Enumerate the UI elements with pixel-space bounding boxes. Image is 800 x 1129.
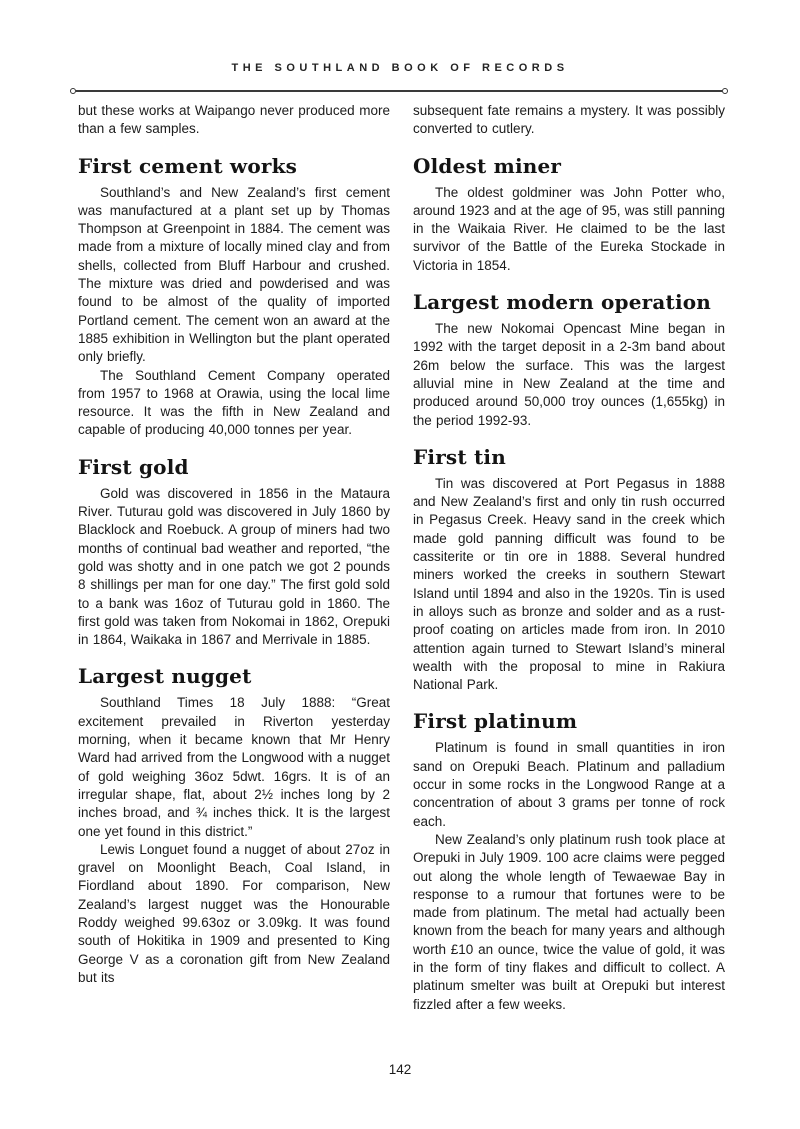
heading-oldest-miner: Oldest miner: [413, 153, 562, 178]
rule-line: [76, 90, 722, 92]
paragraph: Lewis Longuet found a nugget of about 27oz in gravel on Moonlight Beach, Coal Island, in Fiordland about 1890. For comparison, New Zealand’s largest nugget was the Honourable Roddy weighed 99.63oz or 3.09kg. It was found south of Hokitika in 1909 and presented to King George V as a coronation gift from New Zealand but its: [78, 841, 390, 985]
paragraph-continued: subsequent fate remains a mystery. It was possibly converted to cutlery.: [413, 103, 725, 137]
paragraph-continued: but these works at Waipango never produced more than a few samples.: [78, 103, 390, 137]
heading-first-cement-works: First cement works: [78, 153, 298, 178]
paragraph: New Zealand’s only platinum rush took place at Orepuki in July 1909. 100 acre claims were pegged out along the whole length of Tewaewae Bay in response to a rumour that fortunes were to be made from platinum. The metal had actually been known from the beach for many years and although worth £10 an ounce, twice the value of gold, it was in the form of tiny flakes and difficult to collect. A platinum smelter was built at Orepuki but interest fizzled after a few weeks.: [413, 831, 725, 1012]
running-header-title: THE SOUTHLAND BOOK OF RECORDS: [231, 62, 569, 74]
paragraph: The new Nokomai Opencast Mine began in 1992 with the target deposit in a 2-3m band about 26m below the surface. This was the largest alluvial mine in New Zealand at the time and produced around 50,000 troy ounces (1,655kg) in the period 1992-93.: [413, 321, 725, 428]
header-rule: [70, 87, 728, 94]
paragraph: Southland Times 18 July 1888: “Great excitement prevailed in Riverton yesterday morning, when it became known that Mr Henry Ward had arrived from the Longwood with a nugget of gold weighing 36oz 5dwt. 16grs. It is of an irregular shape, flat, about 2½ inches long by 2 inches broad, and ¾ inches thick. It is the largest one yet found in this district.”: [78, 695, 390, 839]
two-column-text-body: [78, 102, 725, 1014]
paragraph: Platinum is found in small quantities in iron sand on Orepuki Beach. Platinum and palladium occur in some rocks in the Longwood Range at a concentration of about 3 grams per tonne of rock each.: [413, 740, 725, 829]
heading-first-platinum: First platinum: [413, 709, 578, 734]
heading-largest-modern-operation: Largest modern operation: [413, 290, 712, 315]
page-number: 142: [388, 1062, 412, 1077]
heading-first-gold: First gold: [78, 454, 189, 479]
right-column: [413, 102, 725, 1014]
paragraph: Southland’s and New Zealand’s first cement was manufactured at a plant set up by Thomas Thompson at Greenpoint in 1884. The cement was made from a mixture of locally mined clay and from shells, collected from Bluff Harbour and crushed. The mixture was dried and powderised and was found to be almost of the quality of imported Portland cement. The cement won an award at the 1885 exhibition in Wellington but the plant operated only briefly.: [78, 184, 390, 365]
heading-first-tin: First tin: [413, 444, 506, 469]
paragraph: Gold was discovered in 1856 in the Mataura River. Tuturau gold was discovered in July 1860 by Blacklock and Roebuck. A group of miners had two months of continual bad weather and reported, “the gold was shotty and in one patch we got 2 pounds 8 shillings per man for one day.” The first gold sold to a bank was 16oz of Tuturau gold in 1860. The first gold was taken from Nokomai in 1862, Orepuki in 1864, Waikaka in 1867 and Merrivale in 1885.: [78, 485, 390, 648]
rule-right-ring-ornament: [722, 88, 728, 94]
paragraph: The Southland Cement Company operated from 1957 to 1968 at Orawia, using the local lime resource. It was the fifth in New Zealand and capable of producing 40,000 tonnes per year.: [78, 367, 390, 438]
paragraph: Tin was discovered at Port Pegasus in 1888 and New Zealand’s first and only tin rush occurred in Pegasus Creek. Heavy sand in the creek which made gold panning difficult was found to be cassiterite or tin ore in 1888. Several hundred miners worked the creeks in southern Stewart Island until 1894 and also in the 1920s. Tin is used in alloys such as bronze and solder and as a rust-proof coating on articles made from iron. In 2010 attention again turned to Stewart Island’s mineral wealth with the proposal to mine in Rakiura National Park.: [413, 475, 725, 693]
left-column: [78, 102, 390, 1014]
heading-largest-nugget: Largest nugget: [78, 664, 252, 689]
paragraph: The oldest goldminer was John Potter who, around 1923 and at the age of 95, was still panning in the Waikaia River. He claimed to be the last survivor of the Battle of the Eureka Stockade in Victoria in 1854.: [413, 184, 725, 273]
